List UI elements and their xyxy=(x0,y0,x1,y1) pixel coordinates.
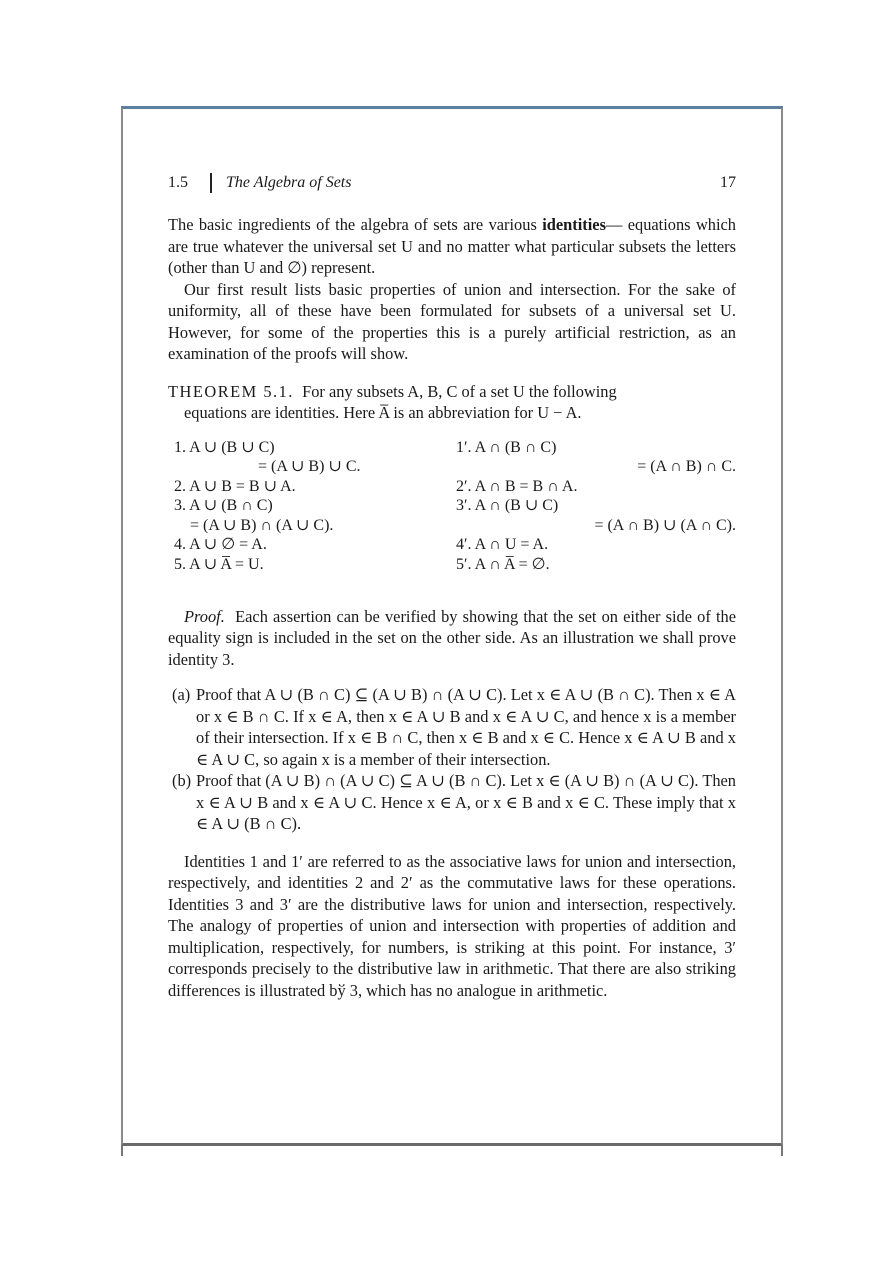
identity-line: 1′. A ∩ (B ∩ C) xyxy=(456,438,557,456)
section-number: 1.5 xyxy=(168,174,188,192)
paragraph-text: — equations which are true whatever the universal set U and no matter what particular subsets the letters (other than U and ∅) represent. xyxy=(168,215,736,277)
identities-intersection-column xyxy=(456,438,736,575)
identity-line: 4. A ∪ ∅ = A. xyxy=(174,536,267,553)
frame-edge-left xyxy=(121,1146,123,1156)
identity-line: = (A ∩ B) ∩ C. xyxy=(637,458,736,475)
paragraph-first-result: Our first result lists basic properties of union and intersection. For the sake of uniformity, all of these have been formulated for subsets of a universal set U. However, for some of the properties this is a purely artificial restriction, as an examination of the proofs will show. xyxy=(168,279,736,363)
identity-line: 3′. A ∩ (B ∪ C) xyxy=(456,497,559,514)
case-label: (a) xyxy=(172,685,191,704)
header-divider xyxy=(210,173,212,193)
case-label: (b) xyxy=(172,771,192,790)
theorem-text-cont: equations are identities. Here A̅ is an abbreviation for U − A. xyxy=(184,403,582,422)
frame-edge-right xyxy=(781,1146,783,1156)
paragraph-identities xyxy=(168,214,736,279)
page-number: 17 xyxy=(720,174,736,192)
theorem-statement xyxy=(168,381,736,424)
proof-case-b xyxy=(168,770,736,835)
identity-line: 2′. A ∩ B = B ∩ A. xyxy=(456,477,578,495)
identity-line: = (A ∪ B) ∪ C. xyxy=(258,458,361,475)
identities-list xyxy=(168,438,736,592)
chapter-title: The Algebra of Sets xyxy=(226,174,352,192)
running-head xyxy=(168,170,736,196)
paragraph-text: The basic ingredients of the algebra of sets are various xyxy=(168,215,543,234)
identity-line: 2. A ∪ B = B ∪ A. xyxy=(174,477,296,495)
theorem-text: For any subsets A, B, C of a set U the following xyxy=(302,381,617,401)
case-text: Proof that A ∪ (B ∩ C) ⊆ (A ∪ B) ∩ (A ∪ C). Let x ∈ A ∪ (B ∩ C). Then x ∈ A or x ∈ B ∩ C. If x ∈ A, then x ∈ A ∪ B and x ∈ A ∪ C, and hence x is a member of their intersection. If x ∈ B ∩ C, then x ∈ B and x ∈ C. Hence x ∈ A ∪ B and x ∈ A ∪ C, so again x is a member of their intersection. xyxy=(196,685,736,769)
identity-line: = (A ∪ B) ∩ (A ∪ C). xyxy=(190,516,334,534)
identity-line: 1. A ∪ (B ∪ C) xyxy=(174,438,275,456)
theorem-heading: THEOREM 5.1. xyxy=(168,381,294,401)
proof-paragraph xyxy=(168,606,736,671)
identity-line: 3. A ∪ (B ∩ C) xyxy=(174,497,273,514)
proof-case-a xyxy=(168,684,736,770)
identity-line: = (A ∩ B) ∪ (A ∩ C). xyxy=(594,516,736,534)
proof-label: Proof. xyxy=(184,606,225,626)
proof-cases xyxy=(168,684,736,835)
proof-text: Each assertion can be verified by showing that the set on either side of the equality sign is included in the set on the other side. As an illustration we shall prove identity 3. xyxy=(168,606,736,669)
identity-line: 5. A ∪ A̅ = U. xyxy=(174,555,264,573)
bold-term: identities xyxy=(542,215,606,234)
paragraph-laws: Identities 1 and 1′ are referred to as the associative laws for union and intersection, respectively, and identities 2 and 2′ as the commutative laws for these operations. Identities 3 and 3′ are the distributive laws for union and intersection, respectively. The analogy of properties of union and intersection with properties of addition and multiplication, respectively, for numbers, is striking at this point. For instance, 3′ corresponds precisely to the distributive law in arithmetic. That there are also striking differences is illustrated bў 3, which has no analogue in arithmetic. xyxy=(168,851,736,1000)
identity-line: 5′. A ∩ A̅ = ∅. xyxy=(456,555,550,573)
identity-line: 4′. A ∩ U = A. xyxy=(456,536,549,553)
book-page xyxy=(168,170,736,1001)
case-text: Proof that (A ∪ B) ∩ (A ∪ C) ⊆ A ∪ (B ∩ C). Let x ∈ (A ∪ B) ∩ (A ∪ C). Then x ∈ A ∪ B and x ∈ A ∪ C. Hence x ∈ A, or x ∈ B and x ∈ C. These imply that x ∈ A ∪ (B ∩ C). xyxy=(196,771,736,833)
identities-union-column xyxy=(174,438,446,575)
